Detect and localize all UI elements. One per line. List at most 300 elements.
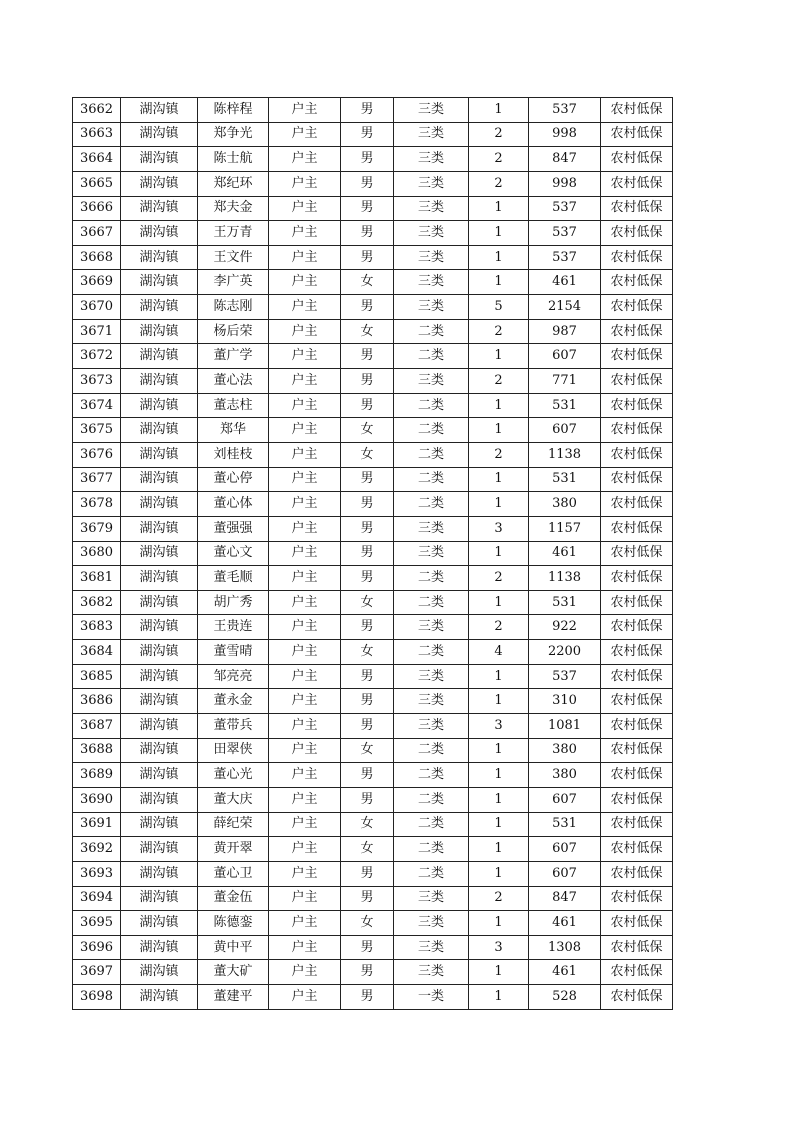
relation-cell: 户主 xyxy=(269,442,341,467)
name-cell: 陈梓程 xyxy=(198,98,269,123)
town-cell: 湖沟镇 xyxy=(121,935,198,960)
household-size-cell: 2 xyxy=(469,886,529,911)
table-row xyxy=(73,319,673,344)
household-size-cell: 5 xyxy=(469,295,529,320)
gender-cell: 男 xyxy=(341,467,394,492)
table-row xyxy=(73,147,673,172)
row-number-cell: 3670 xyxy=(73,295,121,320)
row-number-cell: 3694 xyxy=(73,886,121,911)
table-row xyxy=(73,98,673,123)
town-cell: 湖沟镇 xyxy=(121,196,198,221)
amount-cell: 2200 xyxy=(529,640,601,665)
table-row xyxy=(73,221,673,246)
assistance-type-cell: 农村低保 xyxy=(601,221,673,246)
gender-cell: 男 xyxy=(341,714,394,739)
table-row xyxy=(73,861,673,886)
name-cell: 董永金 xyxy=(198,689,269,714)
assistance-type-cell: 农村低保 xyxy=(601,640,673,665)
household-size-cell: 2 xyxy=(469,147,529,172)
gender-cell: 男 xyxy=(341,615,394,640)
table-row xyxy=(73,664,673,689)
category-cell: 三类 xyxy=(394,171,469,196)
household-size-cell: 1 xyxy=(469,196,529,221)
gender-cell: 男 xyxy=(341,147,394,172)
town-cell: 湖沟镇 xyxy=(121,787,198,812)
category-cell: 二类 xyxy=(394,640,469,665)
name-cell: 王万青 xyxy=(198,221,269,246)
gender-cell: 男 xyxy=(341,935,394,960)
household-size-cell: 1 xyxy=(469,418,529,443)
row-number-cell: 3686 xyxy=(73,689,121,714)
town-cell: 湖沟镇 xyxy=(121,541,198,566)
household-size-cell: 1 xyxy=(469,664,529,689)
table-row xyxy=(73,886,673,911)
relation-cell: 户主 xyxy=(269,196,341,221)
row-number-cell: 3682 xyxy=(73,590,121,615)
table-row xyxy=(73,787,673,812)
row-number-cell: 3662 xyxy=(73,98,121,123)
town-cell: 湖沟镇 xyxy=(121,344,198,369)
relation-cell: 户主 xyxy=(269,319,341,344)
row-number-cell: 3685 xyxy=(73,664,121,689)
relation-cell: 户主 xyxy=(269,467,341,492)
row-number-cell: 3693 xyxy=(73,861,121,886)
row-number-cell: 3688 xyxy=(73,738,121,763)
table-row xyxy=(73,196,673,221)
gender-cell: 男 xyxy=(341,393,394,418)
household-size-cell: 1 xyxy=(469,344,529,369)
assistance-type-cell: 农村低保 xyxy=(601,861,673,886)
name-cell: 董大庆 xyxy=(198,787,269,812)
household-size-cell: 1 xyxy=(469,689,529,714)
assistance-type-cell: 农村低保 xyxy=(601,418,673,443)
relation-cell: 户主 xyxy=(269,590,341,615)
household-size-cell: 1 xyxy=(469,467,529,492)
row-number-cell: 3674 xyxy=(73,393,121,418)
name-cell: 董雪晴 xyxy=(198,640,269,665)
amount-cell: 461 xyxy=(529,960,601,985)
household-size-cell: 2 xyxy=(469,319,529,344)
name-cell: 董心体 xyxy=(198,492,269,517)
assistance-type-cell: 农村低保 xyxy=(601,911,673,936)
town-cell: 湖沟镇 xyxy=(121,615,198,640)
relation-cell: 户主 xyxy=(269,492,341,517)
town-cell: 湖沟镇 xyxy=(121,516,198,541)
amount-cell: 531 xyxy=(529,590,601,615)
name-cell: 董心卫 xyxy=(198,861,269,886)
relation-cell: 户主 xyxy=(269,295,341,320)
amount-cell: 531 xyxy=(529,393,601,418)
relation-cell: 户主 xyxy=(269,861,341,886)
town-cell: 湖沟镇 xyxy=(121,714,198,739)
gender-cell: 男 xyxy=(341,763,394,788)
table-row xyxy=(73,640,673,665)
row-number-cell: 3692 xyxy=(73,837,121,862)
table-row xyxy=(73,418,673,443)
town-cell: 湖沟镇 xyxy=(121,369,198,394)
assistance-type-cell: 农村低保 xyxy=(601,393,673,418)
name-cell: 刘桂枝 xyxy=(198,442,269,467)
table-row xyxy=(73,911,673,936)
category-cell: 二类 xyxy=(394,590,469,615)
relation-cell: 户主 xyxy=(269,911,341,936)
relation-cell: 户主 xyxy=(269,886,341,911)
town-cell: 湖沟镇 xyxy=(121,911,198,936)
gender-cell: 男 xyxy=(341,369,394,394)
name-cell: 郑夫金 xyxy=(198,196,269,221)
amount-cell: 607 xyxy=(529,837,601,862)
household-size-cell: 2 xyxy=(469,122,529,147)
table-row xyxy=(73,714,673,739)
amount-cell: 537 xyxy=(529,245,601,270)
amount-cell: 607 xyxy=(529,344,601,369)
name-cell: 董强强 xyxy=(198,516,269,541)
relation-cell: 户主 xyxy=(269,541,341,566)
table-row xyxy=(73,615,673,640)
category-cell: 二类 xyxy=(394,787,469,812)
assistance-type-cell: 农村低保 xyxy=(601,738,673,763)
category-cell: 三类 xyxy=(394,516,469,541)
row-number-cell: 3681 xyxy=(73,566,121,591)
category-cell: 三类 xyxy=(394,221,469,246)
town-cell: 湖沟镇 xyxy=(121,566,198,591)
town-cell: 湖沟镇 xyxy=(121,442,198,467)
name-cell: 黄开翠 xyxy=(198,837,269,862)
household-size-cell: 1 xyxy=(469,492,529,517)
household-size-cell: 1 xyxy=(469,738,529,763)
table-row xyxy=(73,171,673,196)
gender-cell: 男 xyxy=(341,787,394,812)
name-cell: 王贵连 xyxy=(198,615,269,640)
category-cell: 三类 xyxy=(394,886,469,911)
assistance-type-cell: 农村低保 xyxy=(601,344,673,369)
gender-cell: 男 xyxy=(341,985,394,1010)
household-size-cell: 2 xyxy=(469,442,529,467)
relation-cell: 户主 xyxy=(269,689,341,714)
table-row xyxy=(73,393,673,418)
category-cell: 三类 xyxy=(394,689,469,714)
assistance-type-cell: 农村低保 xyxy=(601,935,673,960)
table-row xyxy=(73,270,673,295)
category-cell: 三类 xyxy=(394,122,469,147)
gender-cell: 女 xyxy=(341,418,394,443)
gender-cell: 男 xyxy=(341,98,394,123)
town-cell: 湖沟镇 xyxy=(121,393,198,418)
table-body xyxy=(73,98,673,1010)
table-row xyxy=(73,960,673,985)
table-row xyxy=(73,245,673,270)
relation-cell: 户主 xyxy=(269,171,341,196)
assistance-type-cell: 农村低保 xyxy=(601,492,673,517)
table-row xyxy=(73,541,673,566)
table-row xyxy=(73,122,673,147)
category-cell: 三类 xyxy=(394,270,469,295)
relation-cell: 户主 xyxy=(269,738,341,763)
name-cell: 胡广秀 xyxy=(198,590,269,615)
name-cell: 李广英 xyxy=(198,270,269,295)
table-row xyxy=(73,442,673,467)
household-size-cell: 1 xyxy=(469,763,529,788)
name-cell: 董广学 xyxy=(198,344,269,369)
name-cell: 董大矿 xyxy=(198,960,269,985)
gender-cell: 男 xyxy=(341,492,394,517)
gender-cell: 男 xyxy=(341,171,394,196)
row-number-cell: 3683 xyxy=(73,615,121,640)
relation-cell: 户主 xyxy=(269,935,341,960)
assistance-type-cell: 农村低保 xyxy=(601,787,673,812)
amount-cell: 771 xyxy=(529,369,601,394)
category-cell: 一类 xyxy=(394,985,469,1010)
assistance-roster-table xyxy=(72,97,673,1010)
amount-cell: 537 xyxy=(529,98,601,123)
name-cell: 董带兵 xyxy=(198,714,269,739)
town-cell: 湖沟镇 xyxy=(121,763,198,788)
amount-cell: 847 xyxy=(529,147,601,172)
household-size-cell: 3 xyxy=(469,714,529,739)
gender-cell: 女 xyxy=(341,640,394,665)
household-size-cell: 1 xyxy=(469,985,529,1010)
assistance-type-cell: 农村低保 xyxy=(601,245,673,270)
gender-cell: 男 xyxy=(341,122,394,147)
row-number-cell: 3689 xyxy=(73,763,121,788)
relation-cell: 户主 xyxy=(269,787,341,812)
category-cell: 二类 xyxy=(394,467,469,492)
category-cell: 二类 xyxy=(394,566,469,591)
category-cell: 二类 xyxy=(394,319,469,344)
town-cell: 湖沟镇 xyxy=(121,738,198,763)
row-number-cell: 3680 xyxy=(73,541,121,566)
name-cell: 董心法 xyxy=(198,369,269,394)
town-cell: 湖沟镇 xyxy=(121,664,198,689)
assistance-type-cell: 农村低保 xyxy=(601,541,673,566)
row-number-cell: 3696 xyxy=(73,935,121,960)
amount-cell: 1138 xyxy=(529,566,601,591)
assistance-type-cell: 农村低保 xyxy=(601,886,673,911)
relation-cell: 户主 xyxy=(269,714,341,739)
name-cell: 董心光 xyxy=(198,763,269,788)
amount-cell: 461 xyxy=(529,270,601,295)
table-row xyxy=(73,763,673,788)
relation-cell: 户主 xyxy=(269,122,341,147)
amount-cell: 998 xyxy=(529,171,601,196)
category-cell: 二类 xyxy=(394,344,469,369)
relation-cell: 户主 xyxy=(269,221,341,246)
assistance-type-cell: 农村低保 xyxy=(601,714,673,739)
table-row xyxy=(73,295,673,320)
category-cell: 三类 xyxy=(394,714,469,739)
amount-cell: 380 xyxy=(529,763,601,788)
household-size-cell: 1 xyxy=(469,960,529,985)
assistance-type-cell: 农村低保 xyxy=(601,270,673,295)
category-cell: 三类 xyxy=(394,295,469,320)
assistance-type-cell: 农村低保 xyxy=(601,985,673,1010)
town-cell: 湖沟镇 xyxy=(121,492,198,517)
gender-cell: 男 xyxy=(341,861,394,886)
amount-cell: 998 xyxy=(529,122,601,147)
name-cell: 郑纪环 xyxy=(198,171,269,196)
town-cell: 湖沟镇 xyxy=(121,171,198,196)
relation-cell: 户主 xyxy=(269,147,341,172)
category-cell: 二类 xyxy=(394,393,469,418)
row-number-cell: 3677 xyxy=(73,467,121,492)
amount-cell: 531 xyxy=(529,467,601,492)
relation-cell: 户主 xyxy=(269,812,341,837)
town-cell: 湖沟镇 xyxy=(121,147,198,172)
household-size-cell: 1 xyxy=(469,837,529,862)
name-cell: 郑争光 xyxy=(198,122,269,147)
category-cell: 三类 xyxy=(394,541,469,566)
town-cell: 湖沟镇 xyxy=(121,886,198,911)
row-number-cell: 3665 xyxy=(73,171,121,196)
table-row xyxy=(73,566,673,591)
category-cell: 三类 xyxy=(394,196,469,221)
household-size-cell: 4 xyxy=(469,640,529,665)
assistance-type-cell: 农村低保 xyxy=(601,122,673,147)
relation-cell: 户主 xyxy=(269,985,341,1010)
amount-cell: 2154 xyxy=(529,295,601,320)
row-number-cell: 3679 xyxy=(73,516,121,541)
amount-cell: 537 xyxy=(529,196,601,221)
amount-cell: 528 xyxy=(529,985,601,1010)
category-cell: 二类 xyxy=(394,837,469,862)
assistance-type-cell: 农村低保 xyxy=(601,664,673,689)
town-cell: 湖沟镇 xyxy=(121,960,198,985)
category-cell: 二类 xyxy=(394,418,469,443)
category-cell: 三类 xyxy=(394,960,469,985)
name-cell: 薛纪荣 xyxy=(198,812,269,837)
amount-cell: 531 xyxy=(529,812,601,837)
amount-cell: 537 xyxy=(529,221,601,246)
gender-cell: 男 xyxy=(341,295,394,320)
row-number-cell: 3676 xyxy=(73,442,121,467)
gender-cell: 男 xyxy=(341,221,394,246)
table-row xyxy=(73,516,673,541)
category-cell: 二类 xyxy=(394,763,469,788)
table-row xyxy=(73,837,673,862)
table-row xyxy=(73,492,673,517)
category-cell: 三类 xyxy=(394,98,469,123)
household-size-cell: 1 xyxy=(469,393,529,418)
row-number-cell: 3695 xyxy=(73,911,121,936)
household-size-cell: 1 xyxy=(469,98,529,123)
category-cell: 三类 xyxy=(394,245,469,270)
household-size-cell: 1 xyxy=(469,590,529,615)
amount-cell: 380 xyxy=(529,738,601,763)
household-size-cell: 1 xyxy=(469,221,529,246)
assistance-type-cell: 农村低保 xyxy=(601,442,673,467)
row-number-cell: 3675 xyxy=(73,418,121,443)
row-number-cell: 3666 xyxy=(73,196,121,221)
row-number-cell: 3690 xyxy=(73,787,121,812)
gender-cell: 男 xyxy=(341,196,394,221)
assistance-type-cell: 农村低保 xyxy=(601,689,673,714)
row-number-cell: 3673 xyxy=(73,369,121,394)
gender-cell: 男 xyxy=(341,960,394,985)
name-cell: 郑华 xyxy=(198,418,269,443)
town-cell: 湖沟镇 xyxy=(121,221,198,246)
household-size-cell: 2 xyxy=(469,615,529,640)
gender-cell: 女 xyxy=(341,590,394,615)
relation-cell: 户主 xyxy=(269,960,341,985)
table-row xyxy=(73,369,673,394)
table-row xyxy=(73,738,673,763)
row-number-cell: 3687 xyxy=(73,714,121,739)
row-number-cell: 3678 xyxy=(73,492,121,517)
household-size-cell: 2 xyxy=(469,566,529,591)
amount-cell: 461 xyxy=(529,911,601,936)
category-cell: 二类 xyxy=(394,738,469,763)
row-number-cell: 3672 xyxy=(73,344,121,369)
gender-cell: 男 xyxy=(341,566,394,591)
table-row xyxy=(73,812,673,837)
assistance-type-cell: 农村低保 xyxy=(601,516,673,541)
name-cell: 王文件 xyxy=(198,245,269,270)
assistance-type-cell: 农村低保 xyxy=(601,98,673,123)
relation-cell: 户主 xyxy=(269,393,341,418)
amount-cell: 461 xyxy=(529,541,601,566)
relation-cell: 户主 xyxy=(269,418,341,443)
amount-cell: 1308 xyxy=(529,935,601,960)
gender-cell: 男 xyxy=(341,344,394,369)
relation-cell: 户主 xyxy=(269,344,341,369)
table-row xyxy=(73,590,673,615)
category-cell: 三类 xyxy=(394,664,469,689)
household-size-cell: 1 xyxy=(469,270,529,295)
name-cell: 杨后荣 xyxy=(198,319,269,344)
town-cell: 湖沟镇 xyxy=(121,270,198,295)
gender-cell: 男 xyxy=(341,541,394,566)
gender-cell: 男 xyxy=(341,516,394,541)
table-row xyxy=(73,344,673,369)
household-size-cell: 1 xyxy=(469,541,529,566)
relation-cell: 户主 xyxy=(269,837,341,862)
gender-cell: 女 xyxy=(341,837,394,862)
name-cell: 邹亮亮 xyxy=(198,664,269,689)
row-number-cell: 3684 xyxy=(73,640,121,665)
household-size-cell: 2 xyxy=(469,171,529,196)
town-cell: 湖沟镇 xyxy=(121,812,198,837)
household-size-cell: 1 xyxy=(469,861,529,886)
name-cell: 陈德銮 xyxy=(198,911,269,936)
row-number-cell: 3663 xyxy=(73,122,121,147)
household-size-cell: 2 xyxy=(469,369,529,394)
town-cell: 湖沟镇 xyxy=(121,467,198,492)
assistance-type-cell: 农村低保 xyxy=(601,763,673,788)
assistance-type-cell: 农村低保 xyxy=(601,171,673,196)
amount-cell: 607 xyxy=(529,787,601,812)
household-size-cell: 1 xyxy=(469,911,529,936)
assistance-type-cell: 农村低保 xyxy=(601,467,673,492)
town-cell: 湖沟镇 xyxy=(121,689,198,714)
relation-cell: 户主 xyxy=(269,615,341,640)
assistance-type-cell: 农村低保 xyxy=(601,960,673,985)
household-size-cell: 3 xyxy=(469,516,529,541)
amount-cell: 310 xyxy=(529,689,601,714)
relation-cell: 户主 xyxy=(269,664,341,689)
gender-cell: 女 xyxy=(341,442,394,467)
category-cell: 三类 xyxy=(394,911,469,936)
category-cell: 三类 xyxy=(394,935,469,960)
name-cell: 董建平 xyxy=(198,985,269,1010)
category-cell: 二类 xyxy=(394,492,469,517)
row-number-cell: 3667 xyxy=(73,221,121,246)
assistance-type-cell: 农村低保 xyxy=(601,147,673,172)
relation-cell: 户主 xyxy=(269,98,341,123)
row-number-cell: 3671 xyxy=(73,319,121,344)
gender-cell: 女 xyxy=(341,738,394,763)
gender-cell: 男 xyxy=(341,886,394,911)
town-cell: 湖沟镇 xyxy=(121,837,198,862)
